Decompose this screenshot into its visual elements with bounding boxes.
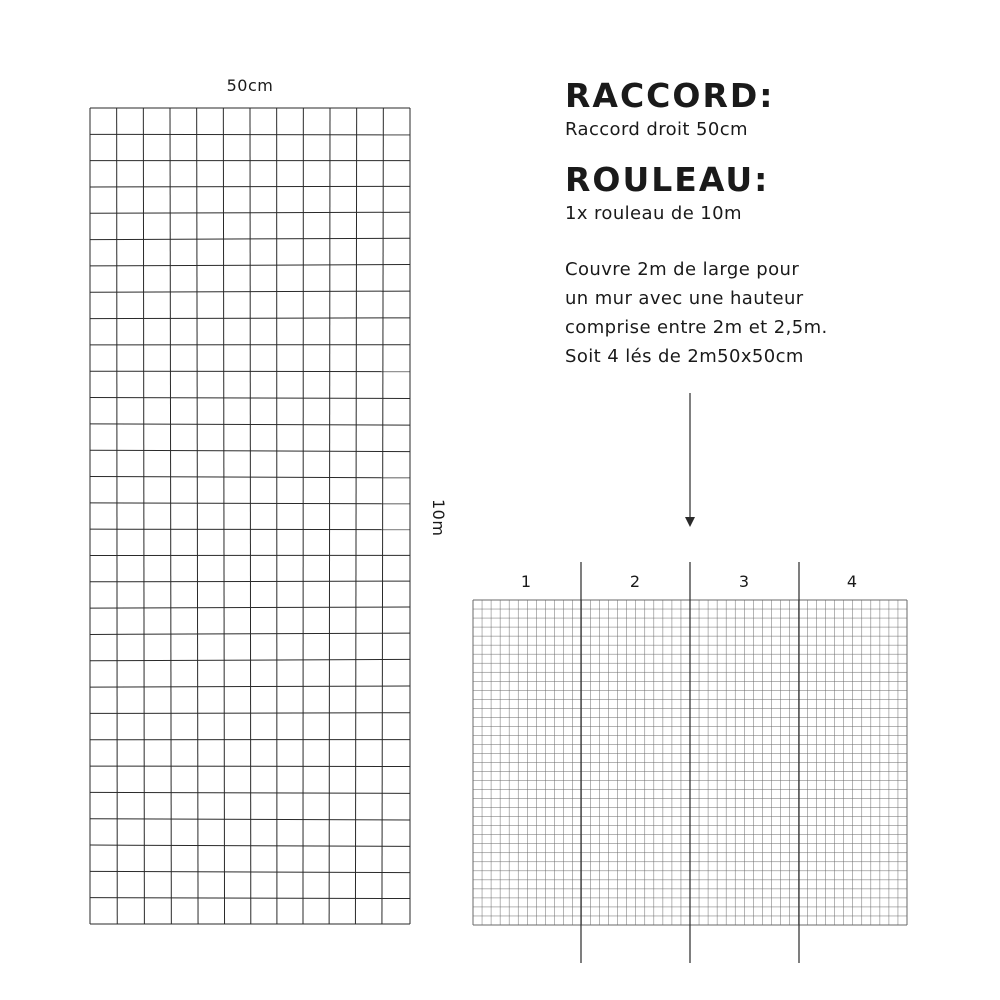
description-line: comprise entre 2m et 2,5m.: [565, 317, 828, 338]
grid-line: [90, 265, 410, 266]
grid-line: [143, 108, 144, 924]
panel-number-1: 1: [520, 572, 532, 591]
grid-line: [90, 450, 410, 451]
grid-line: [90, 871, 410, 872]
grid-line: [90, 424, 410, 425]
grid-line: [90, 845, 410, 846]
description-line: Soit 4 lés de 2m50x50cm: [565, 346, 804, 367]
grid-line: [90, 819, 410, 820]
grid-line: [355, 108, 356, 924]
grid-line: [90, 477, 410, 478]
grid-line: [90, 898, 410, 899]
grid-line: [90, 212, 410, 213]
grid-line: [90, 659, 410, 660]
grid-line: [90, 607, 410, 608]
roll-width-label: 50cm: [226, 76, 274, 95]
down-arrow-icon: [685, 517, 695, 527]
grid-line: [117, 108, 118, 924]
grid-line: [90, 318, 410, 319]
description-line: Couvre 2m de large pour: [565, 259, 800, 280]
grid-line: [90, 134, 410, 135]
rouleau-heading: ROULEAU:: [565, 160, 770, 199]
grid-line: [90, 713, 410, 714]
grid-line: [90, 238, 410, 239]
panel-number-2: 2: [629, 572, 641, 591]
panel-number-3: 3: [738, 572, 750, 591]
raccord-heading: RACCORD:: [565, 76, 775, 115]
grid-line: [90, 686, 410, 687]
grid-line: [90, 186, 410, 187]
grid-line: [197, 108, 198, 924]
roll-grid-pattern: [90, 108, 410, 924]
grid-line: [382, 108, 383, 924]
raccord-value: Raccord droit 50cm: [565, 119, 748, 140]
grid-line: [329, 108, 330, 924]
panel-number-4: 4: [846, 572, 858, 591]
grid-line: [250, 108, 251, 924]
roll-length-label: 10m: [429, 499, 448, 537]
grid-line: [90, 792, 410, 793]
grid-line: [90, 291, 410, 292]
grid-line: [90, 581, 410, 582]
rouleau-value: 1x rouleau de 10m: [565, 203, 742, 224]
grid-line: [170, 108, 171, 924]
grid-line: [223, 108, 224, 924]
description-line: un mur avec une hauteur: [565, 288, 804, 309]
grid-line: [90, 398, 410, 399]
grid-line: [90, 633, 410, 634]
grid-line: [90, 503, 410, 504]
